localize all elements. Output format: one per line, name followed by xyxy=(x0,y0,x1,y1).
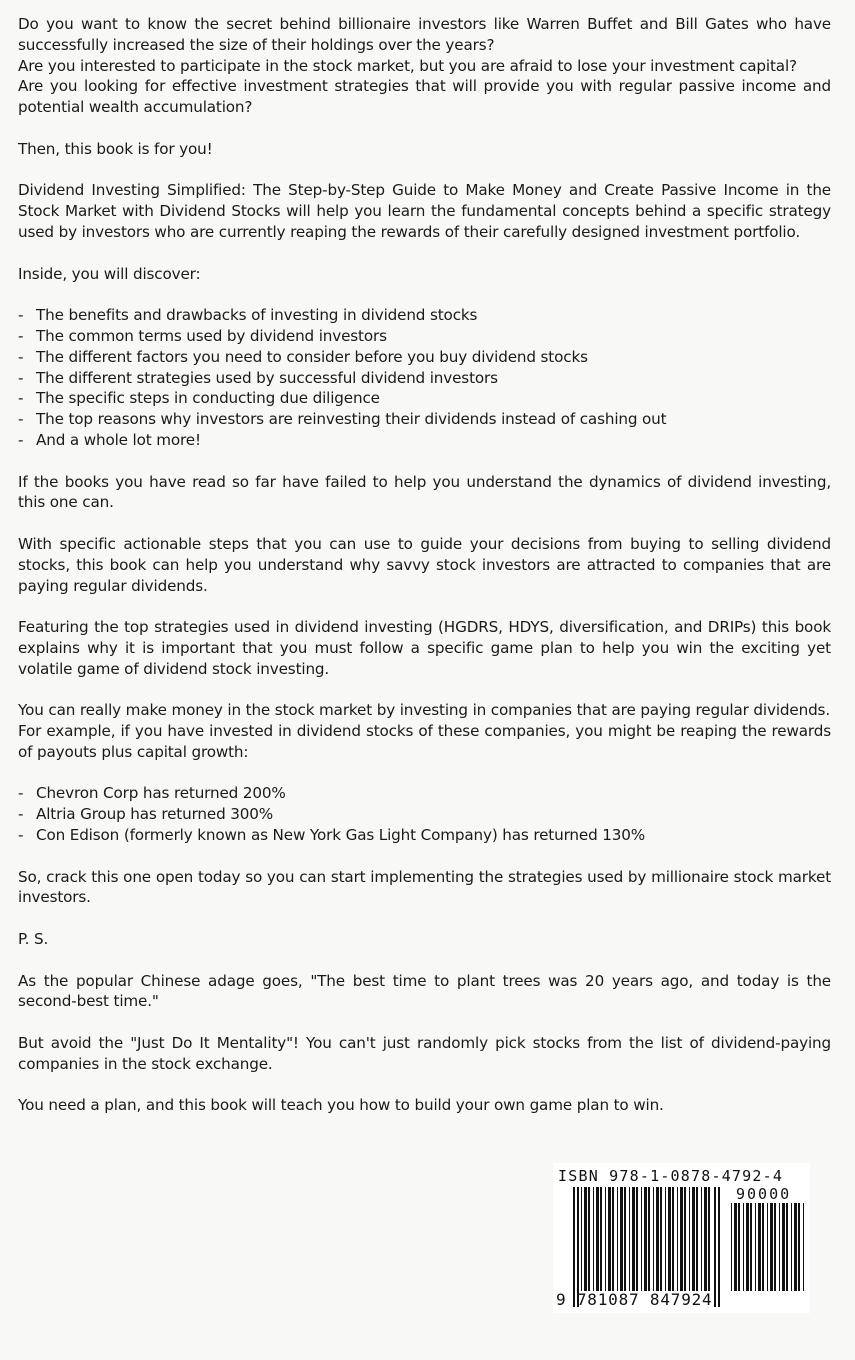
barcode-bar xyxy=(584,1187,587,1291)
barcode-bar xyxy=(786,1203,788,1291)
barcode-bar xyxy=(581,1187,582,1291)
barcode-bar xyxy=(617,1187,618,1291)
barcode-bar xyxy=(803,1203,804,1291)
barcode-bar xyxy=(791,1203,792,1291)
barcode-bar xyxy=(689,1187,690,1291)
barcode-bar xyxy=(656,1187,659,1291)
barcode-bar xyxy=(734,1203,737,1291)
barcode-bar xyxy=(762,1203,764,1291)
then-line: Then, this book is for you! xyxy=(18,139,213,158)
para-strategies: Featuring the top strategies used in dividend investing (HGDRS, HDYS, diversification, and DRIPs) this book explains why it is important that you must follow a specific game plan to help you win the exciting yet volatile game of dividend stock investing. xyxy=(18,618,831,678)
barcode-bar xyxy=(767,1203,768,1291)
isbn-label: ISBN 978-1-0878-4792-4 xyxy=(558,1167,784,1185)
intro-question-2: Are you interested to participate in the stock market, but you are afraid to lose your investment capital? xyxy=(18,56,797,75)
discover-list xyxy=(18,305,831,451)
barcode-bar xyxy=(605,1187,606,1291)
intro-questions xyxy=(18,14,831,118)
barcode-bar xyxy=(672,1187,674,1291)
barcode-bar xyxy=(746,1203,749,1291)
barcode-bar xyxy=(779,1203,780,1291)
barcode-bar xyxy=(624,1187,626,1291)
barcode-bar xyxy=(653,1187,654,1291)
barcode-bar xyxy=(612,1187,614,1291)
barcode-bar xyxy=(680,1187,683,1291)
book-description: Dividend Investing Simplified: The Step-by-Step Guide to Make Money and Create Passive Income in the Stock Market with Dividend Stocks will help you learn the fundamental concepts behind a specific strategy used by investors who are currently reaping the rewards of their carefully designed investment portfolio. xyxy=(18,181,831,241)
barcode-bar xyxy=(750,1203,752,1291)
list-item: - The specific steps in conducting due diligence xyxy=(18,388,831,409)
intro-question-3: Are you looking for effective investment strategies that will provide you with regular passive income and potential wealth accumulation? xyxy=(18,77,831,117)
list-item: - The top reasons why investors are reinvesting their dividends instead of cashing out xyxy=(18,409,831,430)
barcode-bar xyxy=(588,1187,590,1291)
barcode-guard-bar xyxy=(577,1187,579,1307)
back-cover-text xyxy=(18,14,831,1116)
barcode-bar xyxy=(704,1187,707,1291)
list-item: - The benefits and drawbacks of investing in dividend stocks xyxy=(18,305,831,326)
barcode-bar xyxy=(738,1203,740,1291)
list-item: - Altria Group has returned 300% xyxy=(18,804,831,825)
barcode-bar xyxy=(636,1187,638,1291)
ps-label: P. S. xyxy=(18,930,49,949)
barcode-bar xyxy=(620,1187,623,1291)
barcode-guard-bar xyxy=(714,1187,716,1307)
ean-digits: 9 781087 847924 xyxy=(556,1290,713,1309)
barcode-bar xyxy=(677,1187,678,1291)
barcode-guard-bar xyxy=(573,1187,575,1307)
barcode-bar xyxy=(596,1187,599,1291)
intro-question-1: Do you want to know the secret behind billionaire investors like Warren Buffet and Bill Gates who have successfully increased the size of their holdings over the years? xyxy=(18,15,831,54)
barcode-bar xyxy=(774,1203,776,1291)
make-money-line-2: For example, if you have invested in dividend stocks of these companies, you might be reaping the rewards of payouts plus capital growth: xyxy=(18,722,831,761)
barcode-guard-bar xyxy=(718,1187,720,1307)
barcode-bar xyxy=(665,1187,666,1291)
price-code: 90000 xyxy=(736,1185,792,1203)
barcode-bar xyxy=(782,1203,785,1291)
barcode-bar xyxy=(629,1187,630,1291)
barcode-bar xyxy=(608,1187,611,1291)
barcode-bar xyxy=(701,1187,702,1291)
list-item: - The different strategies used by successful dividend investors xyxy=(18,368,831,389)
para-crack-open: So, crack this one open today so you can start implementing the strategies used by millionaire stock market investors. xyxy=(18,867,831,907)
para-plan: You need a plan, and this book will teach you how to build your own game plan to win. xyxy=(18,1096,664,1115)
returns-list xyxy=(18,783,831,845)
list-item: - Chevron Corp has returned 200% xyxy=(18,783,831,804)
para-make-money xyxy=(18,700,831,762)
para-avoid: But avoid the "Just Do It Mentality"! You can't just randomly pick stocks from the list of dividend-paying companies in the stock exchange. xyxy=(18,1034,831,1073)
list-item: - The common terms used by dividend investors xyxy=(18,326,831,347)
barcode-bar xyxy=(731,1203,732,1291)
list-item: - The different factors you need to consider before you buy dividend stocks xyxy=(18,347,831,368)
barcode-bar xyxy=(755,1203,756,1291)
para-books-failed: If the books you have read so far have failed to help you understand the dynamics of dividend investing, this one can. xyxy=(18,472,831,512)
list-item: - And a whole lot more! xyxy=(18,430,831,451)
make-money-line-1: You can really make money in the stock market by investing in companies that are paying regular dividends. xyxy=(18,701,830,720)
barcode-bar xyxy=(692,1187,695,1291)
para-actionable: With specific actionable steps that you can use to guide your decisions from buying to selling dividend stocks, this book can help you understand why savvy stock investors are attracted to companies that are paying regular dividends. xyxy=(18,534,831,595)
barcode-bar xyxy=(668,1187,671,1291)
isbn-barcode xyxy=(553,1163,810,1313)
barcode-bar xyxy=(660,1187,662,1291)
barcode-bar xyxy=(696,1187,698,1291)
barcode-bar xyxy=(648,1187,650,1291)
barcode-bar xyxy=(770,1203,773,1291)
barcode-bar xyxy=(708,1187,710,1291)
barcode-bar xyxy=(641,1187,642,1291)
barcode-bar xyxy=(644,1187,647,1291)
barcode-bar xyxy=(794,1203,797,1291)
barcode-bar xyxy=(593,1187,594,1291)
barcode-bar xyxy=(743,1203,744,1291)
barcode-bar xyxy=(632,1187,635,1291)
barcode-bar xyxy=(684,1187,686,1291)
inside-heading: Inside, you will discover: xyxy=(18,264,201,283)
para-adage: As the popular Chinese adage goes, "The best time to plant trees was 20 years ago, and today is the second-best time." xyxy=(18,971,831,1011)
barcode-bar xyxy=(600,1187,602,1291)
barcode-bar xyxy=(798,1203,800,1291)
barcode-bar xyxy=(758,1203,761,1291)
list-item: - Con Edison (formerly known as New York Gas Light Company) has returned 130% xyxy=(18,825,831,846)
